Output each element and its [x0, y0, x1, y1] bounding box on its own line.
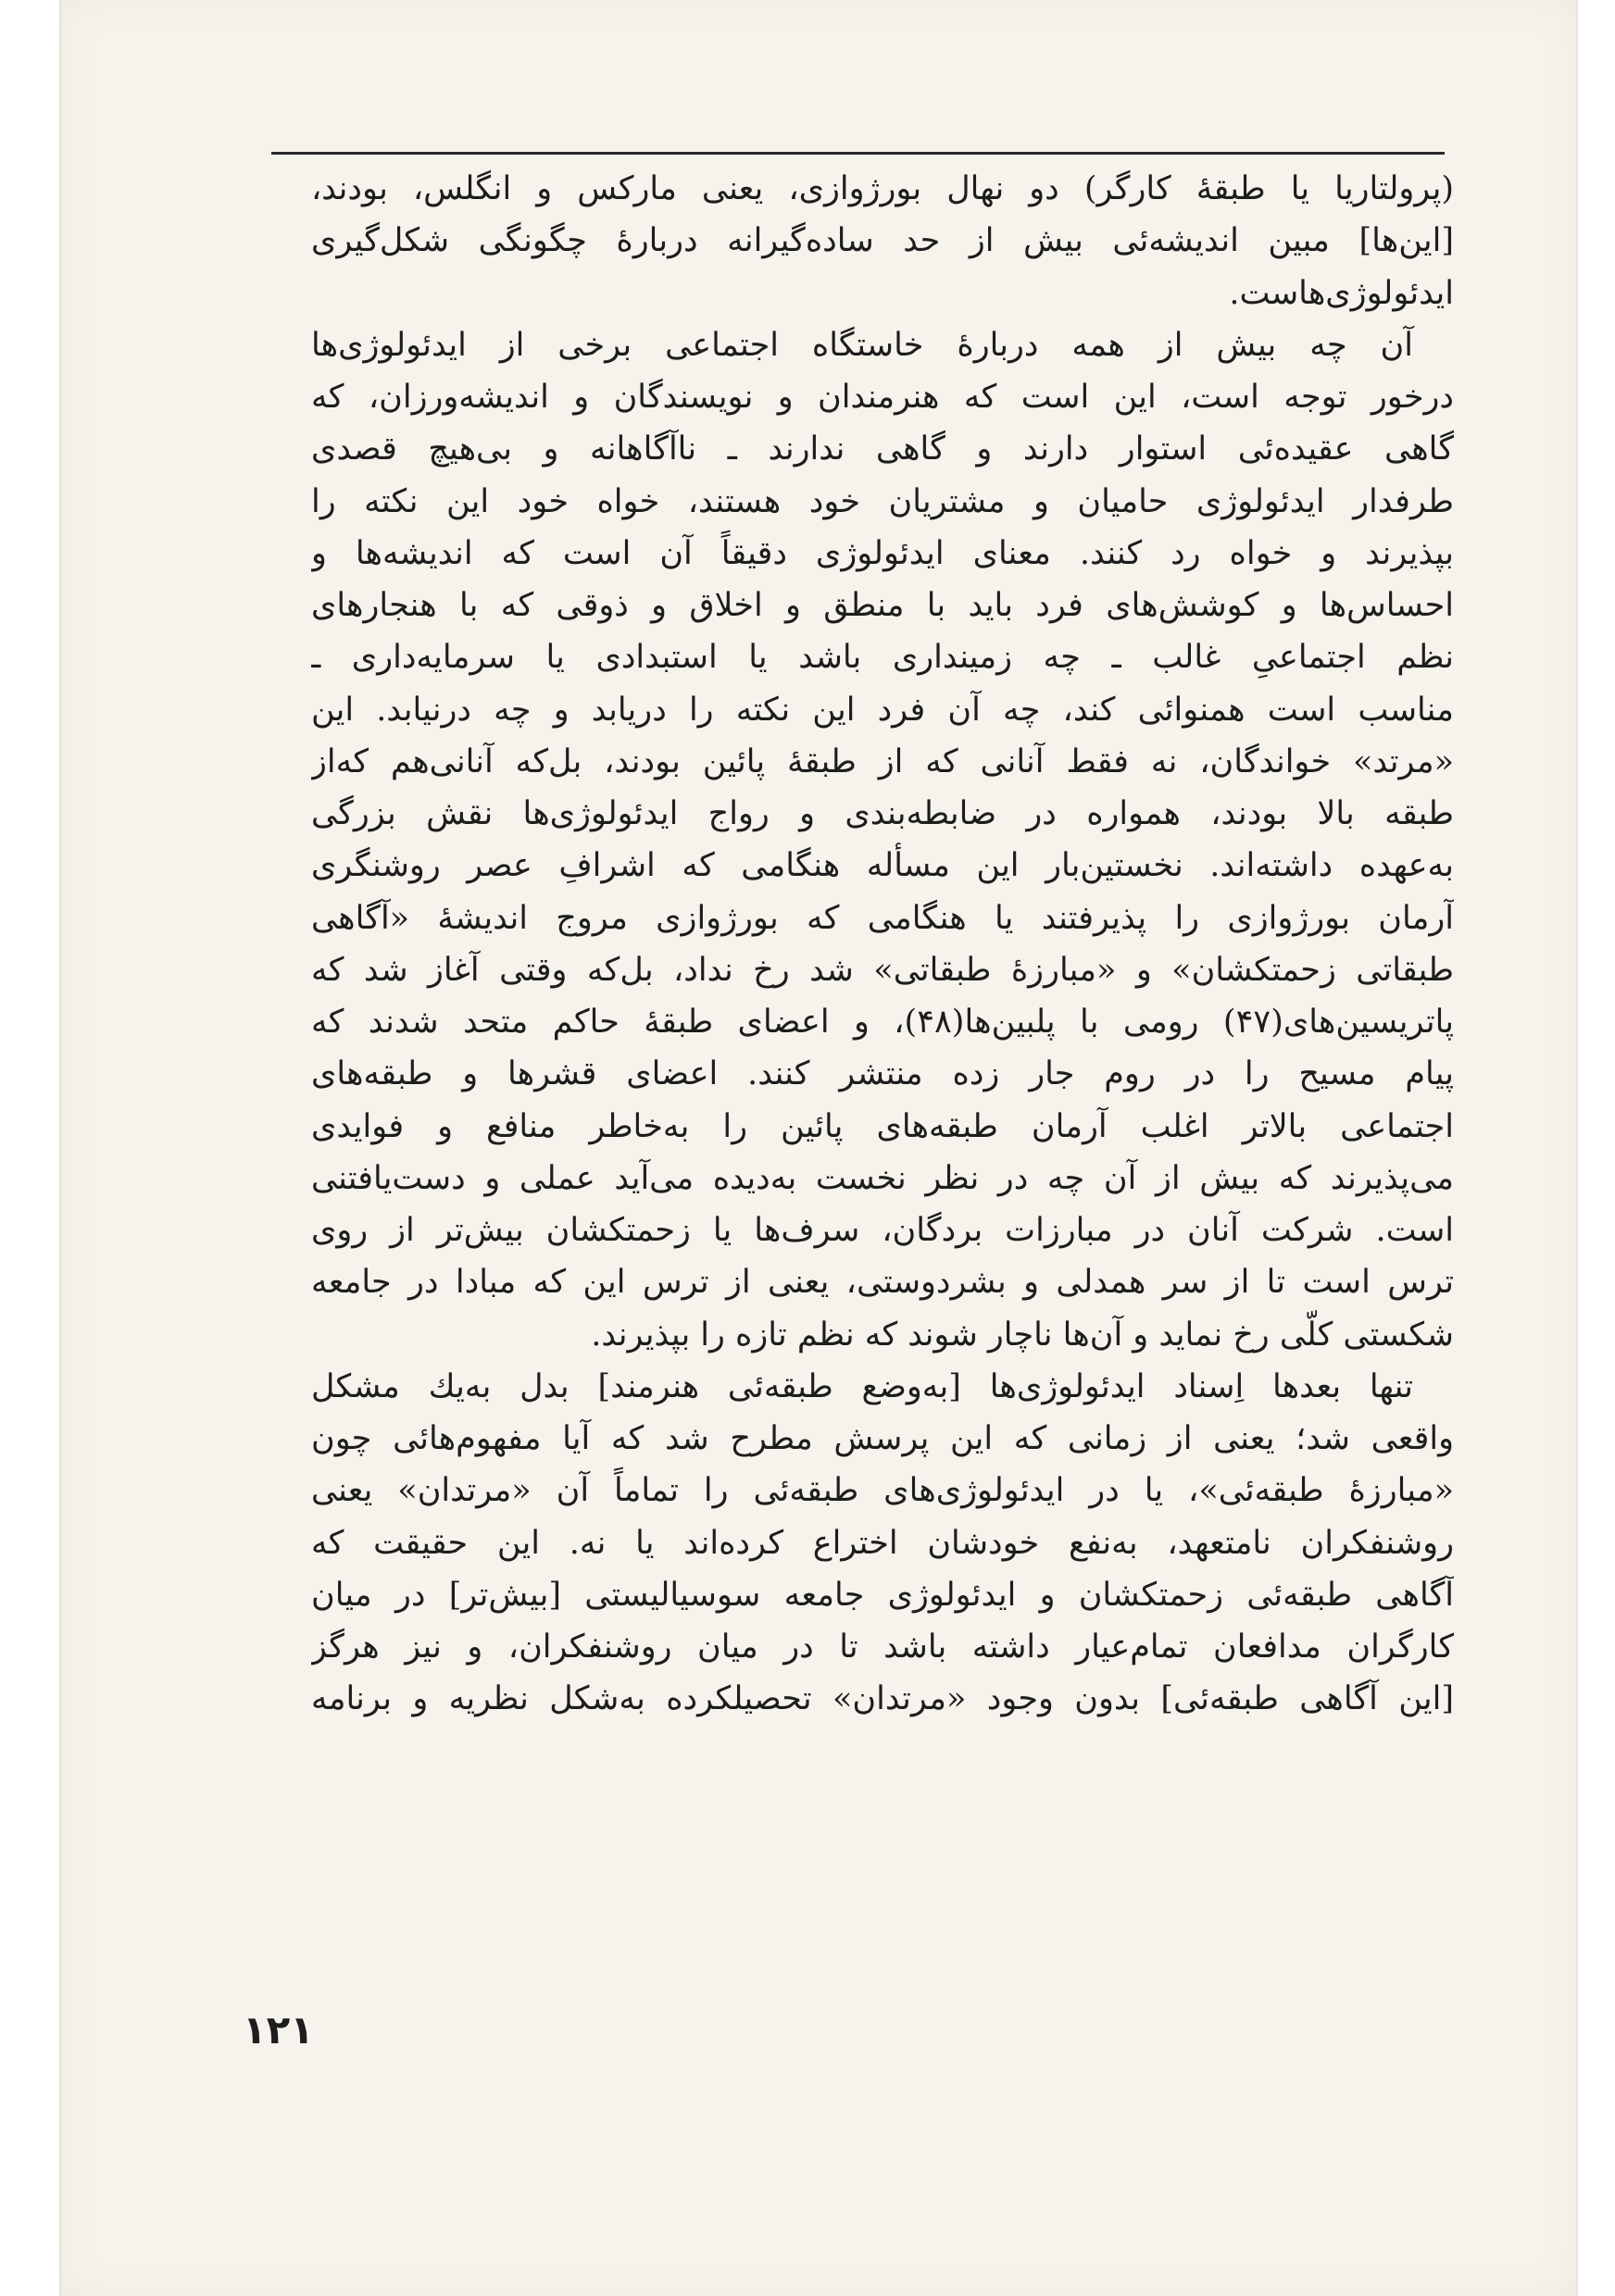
text-line: شکستی کلّی رخ نماید و آن‌ها ناچار شوند که نظم تازه را بپذیرند. [591, 1316, 1454, 1354]
text-line: کارگران مدافعان تمام‌عیار داشته باشد تا در میان روشنفکران، و نیز هرگز [311, 1628, 1454, 1666]
text-line: گاهی عقیده‌ئی استوار دارند و گاهی ندارند ـ ناآگاهانه و بی‌هیچ قصدی [311, 430, 1454, 468]
header-rule [271, 152, 1445, 155]
text-line: است. شرکت آنان در مبارزات بردگان، سرف‌ها یا زحمتکشان بیش‌تر از روی [311, 1212, 1454, 1249]
paragraph-start-line: تنها بعدها اِسناد ایدئولوژی‌ها [به‌وضع طبقه‌ئی هنرمند] بدل به‌یك مشکل [311, 1367, 1413, 1405]
text-line: پیام مسیح را در روم جار زده منتشر کنند. اعضای قشرها و طبقه‌های [311, 1055, 1454, 1093]
text-line: آرمان بورژوازی را پذیرفتند یا هنگامی که بورژوازی مروج اندیشهٔ «آگاهی [311, 899, 1454, 937]
text-line: احساس‌ها و کوشش‌های فرد باید با منطق و اخلاق و ذوقی که با هنجارهای [311, 587, 1454, 624]
text-line: «مبارزهٔ طبقه‌ئی»، یا در ایدئولوژی‌های طبقه‌ئی را تماماً آن «مرتدان» یعنی [311, 1472, 1454, 1510]
text-line: واقعی شد؛ یعنی از زمانی که این پرسش مطرح شد که آیا مفهوم‌هائی چون [311, 1420, 1454, 1457]
text-line: (پرولتاریا یا طبقهٔ کارگر) دو نهال بورژوازی، یعنی مارکس و انگلس، بودند، [311, 170, 1454, 207]
paragraph-start-line: آن چه بیش از همه دربارهٔ خاستگاه اجتماعی برخی از ایدئولوژی‌ها [311, 326, 1413, 364]
body-text [311, 163, 1454, 1726]
text-line: طرفدار ایدئولوژی حامیان و مشتریان خود هستند، خواه خود این نکته را [311, 482, 1454, 520]
text-line: به‌عهده داشته‌اند. نخستین‌بار این مسأله هنگامی که اشرافِ عصر روشنگری [311, 847, 1454, 885]
text-line: بپذیرند و خواه رد کنند. معنای ایدئولوژی دقیقاً آن است که اندیشه‌ها و [311, 534, 1454, 572]
text-line: اجتماعی بالاتر اغلب آرمان طبقه‌های پائین را به‌خاطر منافع و فوایدی [311, 1107, 1454, 1145]
text-line: [این آگاهی طبقه‌ئی] بدون وجود «مرتدان» تحصیلکرده به‌شکل نظریه و برنامه [311, 1680, 1454, 1718]
text-line: طبقه بالا بودند، همواره در ضابطه‌بندی و رواج ایدئولوژی‌ها نقش بزرگی [311, 795, 1454, 832]
text-line: ایدئولوژی‌هاست. [1229, 274, 1454, 312]
text-line: نظم اجتماعیِ غالب ـ چه زمینداری باشد یا استبدادی یا سرمایه‌داری ـ [311, 639, 1454, 677]
text-line: می‌پذیرند که بیش از آن چه در نظر نخست به‌دیده می‌آید عملی و دست‌یافتنی [311, 1159, 1454, 1197]
text-line: درخور توجه است، این است که هنرمندان و نویسندگان و اندیشه‌ورزان، که [311, 379, 1454, 416]
page-number: ۱۲۱ [243, 2007, 314, 2053]
text-line: آگاهی طبقه‌ئی زحمتکشان و ایدئولوژی جامعه سوسیالیستی [بیش‌تر] در میان [311, 1576, 1454, 1614]
text-line: ترس است تا از سر همدلی و بشردوستی، یعنی از ترس این که مبادا در جامعه [311, 1264, 1454, 1302]
text-line: «مرتد» خواندگان، نه فقط آنانی که از طبقهٔ پائین بودند، بل‌که آنانی‌هم که‌از [311, 742, 1454, 780]
text-line: پاتریسین‌های(۴۷) رومی با پلبین‌ها(۴۸)، و اعضای طبقهٔ حاکم متحد شدند که [311, 1004, 1454, 1041]
text-line: [این‌ها] مبین اندیشه‌ئی بیش از حد ساده‌گیرانه دربارهٔ چگونگی شکل‌گیری [311, 222, 1454, 260]
text-line: مناسب است همنوائی کند، چه آن فرد این نکته را دریابد و چه درنیابد. این [311, 691, 1454, 729]
text-line: طبقاتی زحمتکشان» و «مبارزهٔ طبقاتی» شد رخ نداد، بل‌که وقتی آغاز شد که [311, 951, 1454, 989]
text-line: روشنفکران نامتعهد، به‌نفع خودشان اختراع کرده‌اند یا نه. این حقیقت که [311, 1524, 1454, 1562]
